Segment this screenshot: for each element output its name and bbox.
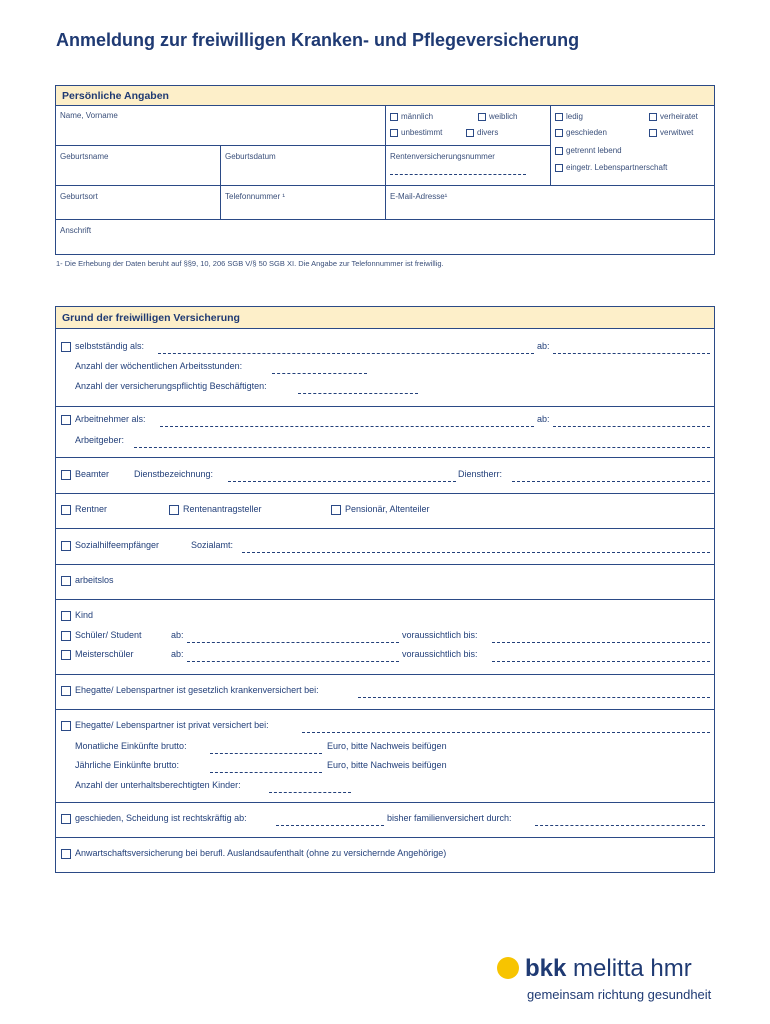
- phone-label: Telefonnummer ¹: [225, 192, 286, 201]
- employee-from-line[interactable]: [553, 426, 710, 427]
- reason-header: Grund der freiwilligen Versicherung: [56, 307, 714, 329]
- gender-label: weiblich: [489, 112, 518, 121]
- birthdate-label: Geburtsdatum: [225, 152, 276, 161]
- logo-dot-icon: [497, 957, 519, 979]
- reason-row-pensioner: [56, 494, 714, 529]
- marital-label: verheiratet: [660, 112, 698, 121]
- checkbox-lebenspartnerschaft[interactable]: [555, 164, 563, 172]
- reason-row-civil-servant: [56, 458, 714, 494]
- pension-number-label: Rentenversicherungsnummer: [390, 152, 495, 161]
- welfare-office-label: Sozialamt:: [191, 540, 234, 550]
- logo-tagline: gemeinsam richtung gesundheit: [527, 987, 712, 1002]
- marital-label: verwitwet: [660, 128, 694, 137]
- email-cell[interactable]: [386, 186, 715, 220]
- footnote: 1- Die Erhebung der Daten beruht auf §§9, 10, 206 SGB V/§ 50 SGB XI. Die Angabe zur Telefonnummer ist freiwillig.: [56, 259, 444, 268]
- checkbox-ehegatte-privat[interactable]: [61, 721, 71, 731]
- employee-line[interactable]: [160, 426, 534, 427]
- euro-note: Euro, bitte Nachweis beifügen: [327, 760, 447, 770]
- spouse-statutory-label: Ehegatte/ Lebenspartner ist gesetzlich krankenversichert bei:: [75, 685, 319, 695]
- page-title: Anmeldung zur freiwilligen Kranken- und Pflegeversicherung: [56, 30, 580, 50]
- birthname-cell[interactable]: [56, 146, 221, 186]
- checkbox-verwitwet[interactable]: [649, 129, 657, 137]
- student-from-line[interactable]: [187, 642, 399, 643]
- monthly-income-label: Monatliche Einkünfte brutto:: [75, 741, 187, 751]
- divorced-line[interactable]: [276, 825, 384, 826]
- checkbox-arbeitslos[interactable]: [61, 576, 71, 586]
- birthname-label: Geburtsname: [60, 152, 109, 161]
- logo-brand: [525, 955, 692, 983]
- civil-servant-label: Beamter: [75, 469, 110, 479]
- divorced-label: geschieden, Scheidung ist rechtskräftig ab:: [75, 813, 247, 823]
- from-label: ab:: [537, 414, 550, 424]
- retiree-label: Pensionär, Altenteiler: [345, 504, 430, 514]
- checkbox-arbeitnehmer[interactable]: [61, 415, 71, 425]
- reason-row-divorced: [56, 803, 714, 838]
- child-label: Kind: [75, 610, 94, 620]
- checkbox-ledig[interactable]: [555, 113, 563, 121]
- spouse-statutory-line[interactable]: [358, 697, 710, 698]
- marital-label: eingetr. Lebenspartnerschaft: [566, 163, 668, 172]
- from-label: ab:: [171, 649, 184, 659]
- address-cell[interactable]: [56, 220, 714, 254]
- marital-label: ledig: [566, 112, 583, 121]
- marital-label: geschieden: [566, 128, 607, 137]
- previously-insured-line[interactable]: [535, 825, 705, 826]
- birthdate-cell[interactable]: [221, 146, 386, 186]
- student-label: Schüler/ Student: [75, 630, 142, 640]
- checkbox-kind[interactable]: [61, 611, 71, 621]
- marital-label: getrennt lebend: [566, 146, 622, 155]
- dienstherr-label: Dienstherr:: [458, 469, 503, 479]
- gender-label: männlich: [401, 112, 434, 121]
- weekly-hours-label: Anzahl der wöchentlichen Arbeitsstunden:: [75, 361, 243, 371]
- checkbox-pensionaer[interactable]: [331, 505, 341, 515]
- employer-label: Arbeitgeber:: [75, 435, 125, 445]
- logo-brand-rest: melitta hmr: [566, 955, 692, 982]
- personal-data-section: [55, 85, 715, 255]
- checkbox-maennlich[interactable]: [390, 113, 398, 121]
- checkbox-divers[interactable]: [466, 129, 474, 137]
- euro-note: Euro, bitte Nachweis beifügen: [327, 741, 447, 751]
- dienstherr-line[interactable]: [512, 481, 710, 482]
- student-until-line[interactable]: [492, 642, 710, 643]
- expected-until-label: voraussichtlich bis:: [402, 630, 478, 640]
- checkbox-verheiratet[interactable]: [649, 113, 657, 121]
- from-label: ab:: [537, 341, 550, 351]
- master-student-label: Meisterschüler: [75, 649, 134, 659]
- dependents-label: Anzahl der unterhaltsberechtigten Kinder:: [75, 780, 241, 790]
- dependents-line[interactable]: [269, 792, 351, 793]
- checkbox-anwartschaft[interactable]: [61, 849, 71, 859]
- reason-row-abroad: [56, 838, 714, 872]
- checkbox-rentenantragsteller[interactable]: [169, 505, 179, 515]
- gender-label: divers: [477, 128, 499, 137]
- checkbox-unbestimmt[interactable]: [390, 129, 398, 137]
- unemployed-label: arbeitslos: [75, 575, 114, 585]
- yearly-income-line[interactable]: [210, 772, 322, 773]
- pension-number-cell[interactable]: [386, 146, 551, 186]
- spouse-private-line[interactable]: [302, 732, 710, 733]
- address-label: Anschrift: [60, 226, 92, 235]
- logo-brand-bold: bkk: [525, 955, 567, 982]
- birthplace-label: Geburtsort: [60, 192, 98, 201]
- reason-row-unemployed: [56, 565, 714, 600]
- self-employed-line[interactable]: [158, 353, 534, 354]
- employer-line[interactable]: [134, 447, 710, 448]
- checkbox-weiblich[interactable]: [478, 113, 486, 121]
- pension-number-line: [390, 174, 526, 175]
- phone-cell[interactable]: [221, 186, 386, 220]
- reason-row-child: [56, 600, 714, 675]
- employee-label: Arbeitnehmer als:: [75, 414, 146, 424]
- master-until-line[interactable]: [492, 661, 710, 662]
- reason-row-employee: [56, 407, 714, 458]
- checkbox-ehegatte-gesetzlich[interactable]: [61, 686, 71, 696]
- expected-until-label: voraussichtlich bis:: [402, 649, 478, 659]
- yearly-income-label: Jährliche Einkünfte brutto:: [75, 760, 180, 770]
- checkbox-selbststaendig[interactable]: [61, 342, 71, 352]
- checkbox-rentner[interactable]: [61, 505, 71, 515]
- employees-line[interactable]: [298, 393, 418, 394]
- marital-cell: [551, 106, 715, 186]
- reason-section: [55, 306, 715, 873]
- checkbox-beamter[interactable]: [61, 470, 71, 480]
- name-label: Name, Vorname: [60, 111, 118, 120]
- weekly-hours-line[interactable]: [272, 373, 367, 374]
- personal-data-header: Persönliche Angaben: [56, 86, 714, 106]
- welfare-office-line[interactable]: [242, 552, 710, 553]
- gender-cell: [386, 106, 551, 146]
- self-employed-from-line[interactable]: [553, 353, 710, 354]
- job-title-line[interactable]: [228, 481, 456, 482]
- master-from-line[interactable]: [187, 661, 399, 662]
- checkbox-geschieden-scheidung[interactable]: [61, 814, 71, 824]
- job-title-label: Dienstbezeichnung:: [134, 469, 214, 479]
- from-label: ab:: [171, 630, 184, 640]
- employees-label: Anzahl der versicherungspflichtig Beschäftigten:: [75, 381, 267, 391]
- email-label: E-Mail-Adresse¹: [390, 192, 448, 201]
- reason-row-welfare: [56, 529, 714, 565]
- reason-row-spouse-private: [56, 710, 714, 803]
- pensioner-label: Rentner: [75, 504, 108, 514]
- previously-insured-label: bisher familienversichert durch:: [387, 813, 512, 823]
- welfare-label: Sozialhilfeempfänger: [75, 540, 160, 550]
- checkbox-geschieden[interactable]: [555, 129, 563, 137]
- reason-row-spouse-statutory: [56, 675, 714, 710]
- abroad-label: Anwartschaftsversicherung bei berufl. Auslandsaufenthalt (ohne zu versichernde Angehörige): [75, 848, 447, 858]
- checkbox-schueler-student[interactable]: [61, 631, 71, 641]
- pension-applicant-label: Rentenantragsteller: [183, 504, 262, 514]
- checkbox-getrennt-lebend[interactable]: [555, 147, 563, 155]
- checkbox-sozialhilfe[interactable]: [61, 541, 71, 551]
- gender-label: unbestimmt: [401, 128, 443, 137]
- monthly-income-line[interactable]: [210, 753, 322, 754]
- reason-row-self-employed: [56, 329, 714, 407]
- spouse-private-label: Ehegatte/ Lebenspartner ist privat versichert bei:: [75, 720, 269, 730]
- checkbox-meisterschueler[interactable]: [61, 650, 71, 660]
- name-cell[interactable]: [56, 106, 386, 146]
- self-employed-label: selbstständig als:: [75, 341, 145, 351]
- birthplace-cell[interactable]: [56, 186, 221, 220]
